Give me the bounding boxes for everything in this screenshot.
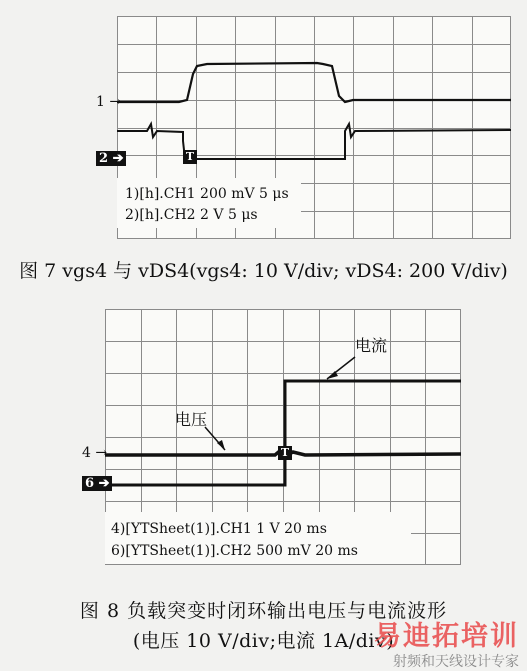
- figure7-legend-line2: 2)[h].CH2 2 V 5 μs: [125, 207, 258, 223]
- figure8-caption-line1-text: 图 8 负载突变时闭环输出电压与电流波形: [79, 600, 448, 622]
- figure7-ch1-marker-label: 1: [96, 94, 105, 110]
- figure7-scope: [117, 16, 511, 239]
- figure8-ch2-marker: [82, 476, 112, 491]
- figure8-current-label: 电流: [355, 336, 388, 355]
- watermark-subtitle: 射频和天线设计专家: [393, 654, 519, 670]
- watermark-title: 易迪拓培训: [374, 621, 519, 652]
- figure8-caption-line2-text: (电压 10 V/div;电流 1A/div): [132, 630, 395, 652]
- figure8-legend-line1: 4)[YTSheet(1)].CH1 1 V 20 ms: [111, 521, 327, 537]
- figure8-voltage-label: 电压: [175, 410, 208, 429]
- figure7-ch1-marker: [96, 94, 121, 110]
- figure8-trigger-label: T: [280, 446, 290, 459]
- figure8-trigger-marker: [278, 446, 292, 460]
- watermark: [374, 614, 519, 671]
- arrow-right-icon: →: [109, 94, 122, 110]
- figure8-legend-line2: 6)[YTSheet(1)].CH2 500 mV 20 ms: [111, 543, 358, 559]
- figure7-ch2-marker-label: 2: [99, 151, 109, 166]
- figure8-ch1-marker-label: 4: [82, 445, 91, 461]
- arrow-right-icon: ➔: [112, 151, 124, 166]
- arrow-right-icon: →: [95, 445, 108, 461]
- figure7-scope-screen: [117, 16, 511, 239]
- figure8-scope-screen: [105, 309, 461, 565]
- figure7-caption-text: 图 7 vgs4 与 vDS4(vgs4: 10 V/div; vDS4: 200 V/div): [19, 260, 508, 282]
- figure8-ch2-marker-label: 6: [85, 476, 95, 491]
- figure7-ch2-marker: [96, 151, 126, 166]
- figure8-scope: [105, 309, 461, 565]
- figure8-ch1-marker: [82, 445, 107, 461]
- arrow-right-icon: ➔: [98, 476, 110, 491]
- figure7-trigger-marker: [183, 150, 197, 164]
- figure7-trigger-label: T: [185, 150, 195, 163]
- figure7-legend-line1: 1)[h].CH1 200 mV 5 μs: [125, 186, 289, 202]
- figure7-caption: [0, 256, 527, 283]
